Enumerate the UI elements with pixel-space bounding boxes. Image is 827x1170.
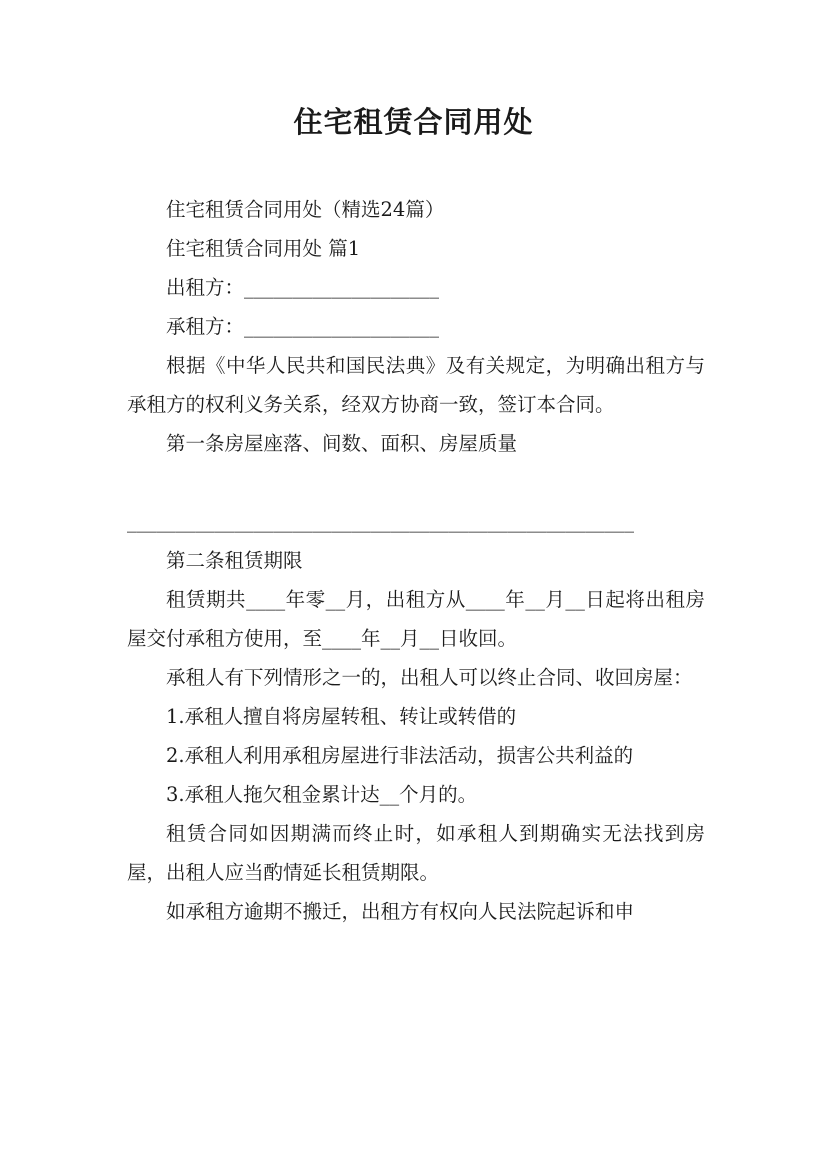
paragraph-article-2: 第二条租赁期限 — [166, 549, 303, 572]
document-title: 住宅租赁合同用处 — [293, 105, 534, 139]
paragraph-overdue: 如承租方逾期不搬迁，出租方有权向人民法院起诉和申 — [166, 900, 635, 923]
paragraph-lease-term: 租赁期共____年零__月，出租方从____年__月__日起将出租房屋交付承租方使用，至____年__月__日收回。 — [127, 588, 705, 650]
paragraph-condition-3: 3.承租人拖欠租金累计达__个月的。 — [166, 783, 478, 806]
paragraph-preamble: 根据《中华人民共和国民法典》及有关规定，为明确出租方与承租方的权利义务关系，经双方协商一致，签订本合同。 — [127, 354, 705, 416]
document-body — [127, 190, 705, 931]
paragraph-fill-line: ____________________________________________________ — [127, 510, 634, 533]
paragraph-extension: 租赁合同如因期满而终止时，如承租人到期确实无法找到房屋，出租人应当酌情延长租赁期限。 — [127, 822, 705, 884]
paragraph-section-heading: 住宅租赁合同用处 篇1 — [166, 237, 361, 260]
paragraph-condition-1: 1.承租人擅自将房屋转租、转让或转借的 — [166, 705, 517, 728]
blank-line — [127, 463, 705, 502]
paragraph-subtitle: 住宅租赁合同用处（精选24篇） — [166, 198, 445, 221]
paragraph-condition-2: 2.承租人利用承租房屋进行非法活动，损害公共利益的 — [166, 744, 634, 767]
paragraph-lessor: 出租方：____________________ — [166, 276, 440, 299]
paragraph-article-1: 第一条房屋座落、间数、面积、房屋质量 — [166, 432, 518, 455]
paragraph-lessee: 承租方：____________________ — [166, 315, 440, 338]
paragraph-termination-conditions: 承租人有下列情形之一的，出租人可以终止合同、收回房屋： — [166, 666, 693, 689]
